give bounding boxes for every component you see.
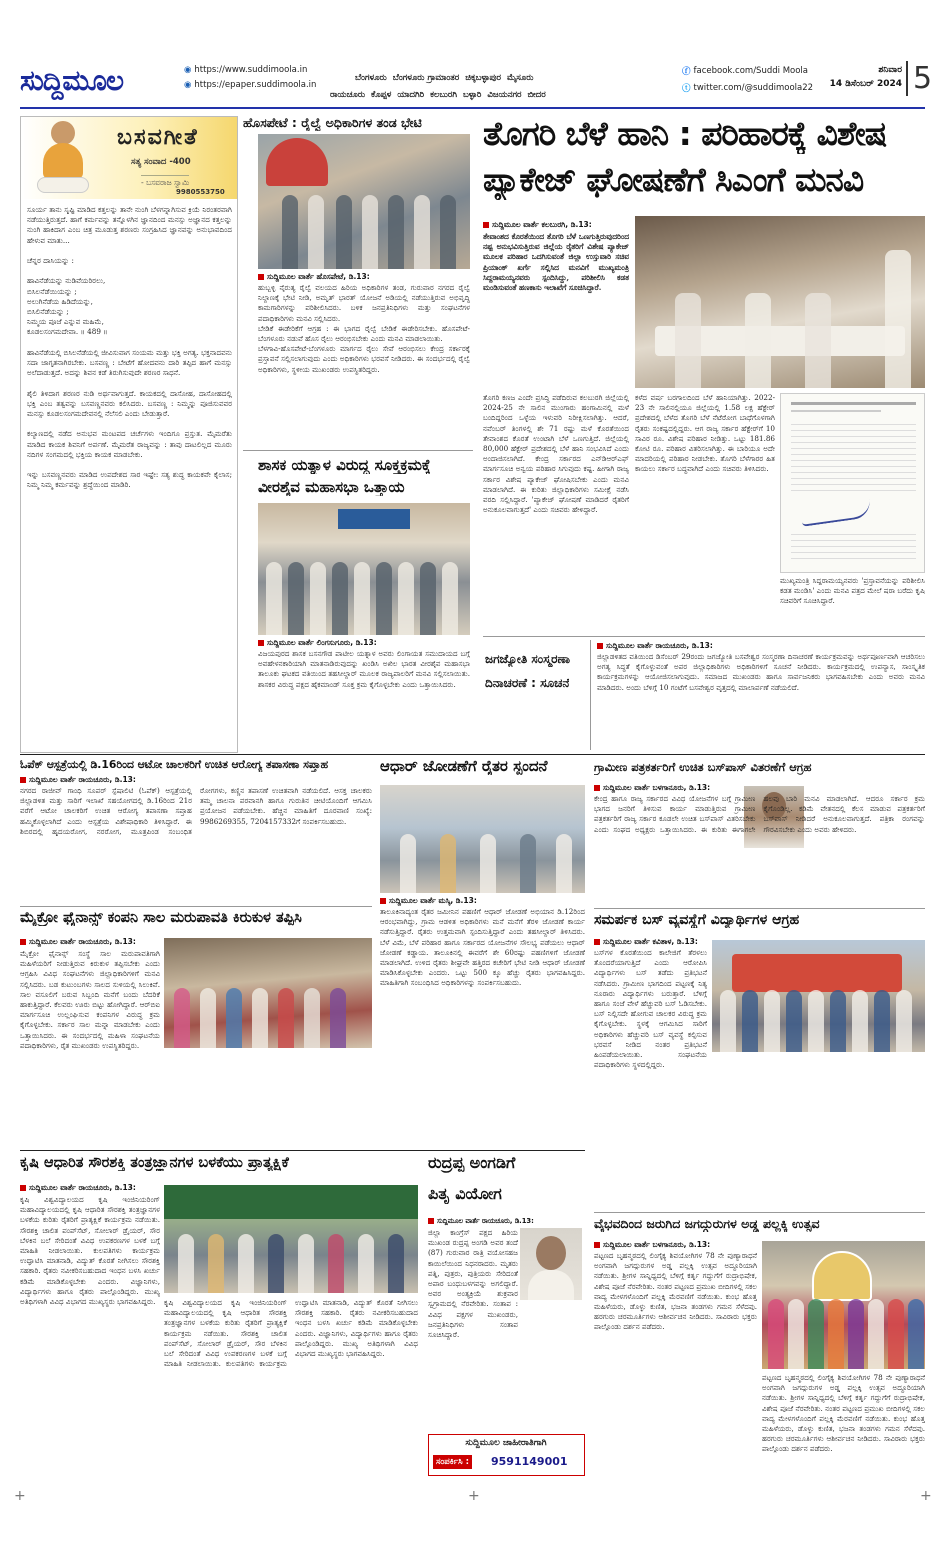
veerashaiva-byline-text: ಸುದ್ದಿಮೂಲ ವಾರ್ತೆ ಲಿಂಗಸುಗೂರು, ಡಿ.13: (267, 638, 377, 647)
railway-photo (258, 134, 470, 269)
region-item[interactable]: ಬೆಂಗಳೂರು ಗ್ರಾಮಾಂತರ (392, 73, 460, 83)
microfinance-byline (20, 937, 136, 947)
aadhaar-body: ತಾಲೂಕಿನಾದ್ಯಂತ ರೈತರ ಜಮೀನಿನ ಪಹಣಿಗೆ ಆಧಾರ್ ಜೋಡಣೆ ಅಭಿಯಾನ ಡಿ.12ರಿಂದ ಆರಂಭವಾಗಿದ್ದು, ಗ್ರಾಮ ಆಡಳಿತ ಅಧಿಕಾರಿಗಳು ಮನೆ ಮನೆಗೆ ತೆರಳಿ ಜೋಡಣೆ ಕಾರ್ಯ ನಡೆಸುತ್ತಿದ್ದಾರೆ. ರೈತರು ಉತ್ತಮವಾಗಿ ಸ್ಪಂದಿಸುತ್ತಿದ್ದಾರೆ ಎಂದು ತಹಸೀಲ್ದಾರ್ ತಿಳಿಸಿದರು. ಬೆಳೆ ವಿಮೆ, ಬೆಳೆ ಪರಿಹಾರ ಹಾಗೂ ಸರ್ಕಾರದ ಯೋಜನೆಗಳ ಸೌಲಭ್ಯ ಪಡೆಯಲು ಆಧಾರ್ ಜೋಡಣೆ ಕಡ್ಡಾಯ. ತಾಲೂಕಿನಲ್ಲಿ ಈವರೆಗೆ ಶೇ 60ರಷ್ಟು ಪಹಣಿಗಳಿಗೆ ಜೋಡಣೆ ಮಾಡಲಾಗಿದೆ. ಉಳಿದ ರೈತರು ಶೀಘ್ರವೇ ಹತ್ತಿರದ ಕಚೇರಿಗೆ ಭೇಟಿ ನೀಡಿ ಆಧಾರ್ ಜೋಡಣೆ ಮಾಡಿಸಿಕೊಳ್ಳಬೇಕು ಎಂದರು. ಒಟ್ಟು 500 ಕ್ಕೂ ಹೆಚ್ಚು ರೈತರು ಭಾಗವಹಿಸಿದ್ದರು. ಮಾಹಿತಿಗಾಗಿ ಸಂಬಂಧಿಸಿದ ಅಧಿಕಾರಿಗಳನ್ನು ಸಂಪರ್ಕಿಸಬಹುದು. (380, 907, 585, 988)
togari-headline-1: ತೊಗರಿ ಬೆಳೆ ಹಾನಿ : ಪರಿಹಾರಕ್ಕೆ ವಿಶೇಷ (483, 114, 887, 153)
crop-mark-icon: + (14, 1488, 26, 1504)
website-url[interactable]: https://www.suddimoola.in (194, 65, 308, 75)
globe-icon: ◉ (184, 65, 192, 75)
togari-byline (483, 220, 592, 230)
veerashaiva-headline-2: ವೀರಶೈವ ಮಹಾಸಭಾ ಒತ್ತಾಯ (258, 478, 405, 496)
microfinance-photo (164, 938, 372, 1048)
jagajyoti-byline (597, 641, 713, 651)
bullet-icon (20, 1185, 26, 1191)
samparka-byline-text: ಸುದ್ದಿಮೂಲ ವಾರ್ತೆ ಕವಿತಾಳ, ಡಿ.13: (603, 937, 698, 946)
bullet-icon (594, 939, 600, 945)
basavageete-phone: 9980553750 (176, 188, 225, 196)
buspass-byline (594, 783, 710, 793)
ad-phone[interactable]: 9591149001 (491, 1455, 568, 1468)
samparka-photo (712, 940, 925, 1052)
website-link[interactable] (184, 65, 316, 75)
samparka-byline (594, 937, 698, 947)
masthead (20, 61, 933, 104)
krishi-byline (20, 1183, 136, 1193)
region-item[interactable]: ಮೈಸೂರು (506, 73, 534, 83)
epaper-link[interactable] (184, 80, 316, 90)
region-item[interactable]: ಬಳ್ಳಾರಿ (463, 90, 482, 100)
bullet-icon (258, 274, 264, 280)
divider (594, 908, 925, 909)
crop-mark-icon: + (920, 1488, 932, 1504)
buspass-byline-text: ಸುದ್ದಿಮೂಲ ವಾರ್ತೆ ಬಳಗಾನೂರು, ಡಿ.13: (603, 783, 711, 792)
cm-letter-image (780, 393, 925, 573)
bullet-icon (428, 1218, 434, 1224)
aadhaar-byline (380, 896, 477, 906)
section-rule (20, 754, 925, 755)
divider (594, 1212, 925, 1213)
twitter-url[interactable]: twitter.com/@suddimoola22 (693, 83, 814, 93)
stage-backdrop (164, 1185, 418, 1219)
rudrappa-headline-1: ರುದ್ರಪ್ಪ ಅಂಗಡಿಗೆ (428, 1153, 516, 1172)
region-item[interactable]: ಕಲಬುರಗಿ (430, 90, 458, 100)
region-item[interactable]: ವಿಜಯನಗರ (487, 90, 522, 100)
divider (243, 450, 473, 451)
jagajyoti-headline-2: ದಿನಾಚರಣೆ : ಸೂಚನೆ (485, 676, 570, 690)
palanquin-shape (812, 1251, 872, 1301)
rudrappa-body: ಜಿಲ್ಲಾ ಕಾಂಗ್ರೆಸ್ ಪಕ್ಷದ ಹಿರಿಯ ಮುಖಂಡ ರುದ್ರಪ್ಪ ಅಂಗಡಿ ಅವರ ತಂದೆ (87) ಗುರುವಾರ ರಾತ್ರಿ ವಯೋಸಹಜ ಕಾಯಿಲೆಯಿಂದ ನಿಧನರಾದರು. ಮೃತರು ಪತ್ನಿ, ಪುತ್ರರು, ಪುತ್ರಿಯರು ಸೇರಿದಂತೆ ಅಪಾರ ಬಂಧುಬಳಗವನ್ನು ಅಗಲಿದ್ದಾರೆ. ಅವರ ಅಂತ್ಯಕ್ರಿಯೆ ಶುಕ್ರವಾರ ಸ್ವಗ್ರಾಮದಲ್ಲಿ ನೆರವೇರಿತು. ಸಂತಾಪ : ವಿವಿಧ ಪಕ್ಷಗಳ ಮುಖಂಡರು, ಜನಪ್ರತಿನಿಧಿಗಳು ಸಂತಾಪ ಸೂಚಿಸಿದ್ದಾರೆ. (428, 1228, 518, 1340)
jagajyoti-headline-1: ಜಗಜ್ಯೋತಿ ಸಂಸ್ಮರಣಾ (485, 652, 570, 666)
microfinance-headline: ಮೈಕ್ರೋ ಫೈನಾನ್ಸ್ ಕಂಪನಿ ಸಾಲ ಮರುಪಾವತಿ ಕಿರುಕುಳ ತಪ್ಪಿಸಿ (20, 910, 302, 926)
region-item[interactable]: ರಾಯಚೂರು (330, 90, 366, 100)
signature-scribble (800, 499, 872, 527)
section-rule (20, 1150, 585, 1151)
togari-col-3: ಮುಖ್ಯಮಂತ್ರಿ ಸಿದ್ದರಾಮಯ್ಯನವರು 'ಪ್ರಸ್ತಾವನೆಯನ್ನು ಪರಿಶೀಲಿಸಿ ಕಡತ ಮಂಡಿಸಿ' ಎಂದು ಮನವಿ ಪತ್ರದ ಮೇಲೆ ಷರಾ ಬರೆದು ಕೃಷಿ ಸಚಿವರಿಗೆ ಸೂಚಿಸಿದ್ದಾರೆ. (780, 576, 925, 606)
bullet-icon (380, 898, 386, 904)
issue-day: ಶನಿವಾರ (878, 65, 902, 75)
togari-col-1: ತೊಗರಿ ಕಣಜ ಎಂದೇ ಪ್ರಸಿದ್ಧಿ ಪಡೆದಿರುವ ಕಲಬುರಗಿ ಜಿಲ್ಲೆಯಲ್ಲಿ 2024-25 ನೇ ಸಾಲಿನ ಮುಂಗಾರು ಹಂಗಾಮಿನಲ್ಲಿ ಮಳೆ ಬಂದಿದ್ದರಿಂದ ಒಳ್ಳೆಯ ಇಳುವರಿ ನಿರೀಕ್ಷಿಸಲಾಗಿತ್ತು. ಆದರೆ, ನವೆಂಬರ್ ತಿಂಗಳಲ್ಲಿ ಶೇ 71 ರಷ್ಟು ಮಳೆ ಕೊರತೆಯಿಂದ ತೇವಾಂಶದ ಕೊರತೆ ಉಂಟಾಗಿ ಬೆಳೆ ಒಣಗುತ್ತಿದೆ. ಜಿಲ್ಲೆಯಲ್ಲಿ 80,000 ಹೆಕ್ಟೇರ್ ಪ್ರದೇಶದಲ್ಲಿ ಬೆಳೆ ಹಾನಿ ಸಂಭವಿಸಿದೆ ಎಂದು ಅಂದಾಜಿಸಲಾಗಿದೆ. ಕೇಂದ್ರ ಸರ್ಕಾರದ ಎನ್‌ಡಿಆರ್‌ಎಫ್ ಮಾರ್ಗಸೂಚಿ ಅನ್ವಯ ಪರಿಹಾರ ಸಿಗುವುದು ಕಷ್ಟ. ಹೀಗಾಗಿ ರಾಜ್ಯ ಸರ್ಕಾರ ವಿಶೇಷ ಪ್ಯಾಕೇಜ್ ಘೋಷಿಸಬೇಕು ಎಂದು ಮನವಿ ಮಾಡಲಾಗಿದೆ. ಈ ಕುರಿತು ಜಿಲ್ಲಾಧಿಕಾರಿಗಳು ಸಮೀಕ್ಷೆ ನಡೆಸಿ ವರದಿ ಸಲ್ಲಿಸಿದ್ದಾರೆ. 'ಪ್ಯಾಕೇಜ್ ಘೋಷಣೆ ಮಾಡಿದರೆ ರೈತರಿಗೆ ಅನುಕೂಲವಾಗುತ್ತದೆ' ಎಂದು ಸಚಿವರು ಹೇಳಿದ್ದಾರೆ. (483, 393, 629, 515)
veerashaiva-photo (258, 503, 470, 635)
basavageete-title: ಬಸವಗೀತೆ (117, 125, 199, 150)
facebook-link[interactable] (682, 65, 813, 77)
twitter-icon: ⓣ (682, 84, 691, 94)
pallakki-body: ಪಟ್ಟಣದ ಬೃಹನ್ಮಠದಲ್ಲಿ ಲಿಂಗೈಕ್ಯ ಶಿವಯೋಗಿಗಳ 78 ನೇ ಪುಣ್ಯಾರಾಧನೆ ಅಂಗವಾಗಿ ಜಗದ್ಗುರುಗಳ ಅಡ್ಡ ಪಲ್ಲಕ್ಕಿ ಉತ್ಸವ ಅದ್ಧೂರಿಯಾಗಿ ನಡೆಯಿತು. ಶ್ರೀಗಳ ಸಾನ್ನಿಧ್ಯದಲ್ಲಿ ಬೆಳಿಗ್ಗೆ ಕರ್ತೃ ಗದ್ದುಗೆಗೆ ರುದ್ರಾಭಿಷೇಕ, ವಿಶೇಷ ಪೂಜೆ ನೆರವೇರಿತು. ನಂತರ ಪಟ್ಟಣದ ಪ್ರಮುಖ ಬೀದಿಗಳಲ್ಲಿ ಸಕಲ ವಾದ್ಯ ಮೇಳಗಳೊಂದಿಗೆ ಪಲ್ಲಕ್ಕಿ ಮೆರವಣಿಗೆ ನಡೆಯಿತು. ಕುಂಭ ಹೊತ್ತ ಮಹಿಳೆಯರು, ಡೊಳ್ಳು ಕುಣಿತ, ಭಜನಾ ತಂಡಗಳು ಗಮನ ಸೆಳೆದವು. ಹರಗುರು ಚರಮೂರ್ತಿಗಳು ಆಶೀರ್ವಚನ ನೀಡಿದರು. ಸಾವಿರಾರು ಭಕ್ತರು ಪಾಲ್ಗೊಂಡು ದರ್ಶನ ಪಡೆದರು. (594, 1251, 757, 1332)
krishi-byline-text: ಸುದ್ದಿಮೂಲ ವಾರ್ತೆ ರಾಯಚೂರು, ಡಿ.13: (29, 1183, 136, 1192)
facebook-url[interactable]: facebook.com/Suddi Moola (693, 66, 808, 76)
region-item[interactable]: ಬೀದರ (527, 90, 546, 100)
buspass-body: ಕೇಂದ್ರ ಹಾಗೂ ರಾಜ್ಯ ಸರ್ಕಾರದ ವಿವಿಧ ಯೋಜನೆಗಳ ಬಗ್ಗೆ ಗ್ರಾಮೀಣ ಭಾಗದ ಜನರಿಗೆ ತಿಳಿಸುವ ಕಾರ್ಯ ಮಾಡುತ್ತಿರುವ ಗ್ರಾಮೀಣ ಪತ್ರಕರ್ತರಿಗೆ ರಾಜ್ಯ ಸರ್ಕಾರ ಕೂಡಲೇ ಉಚಿತ ಬಸ್‌ಪಾಸ್ ವಿತರಿಸಬೇಕು ಎಂದು ಸಂಘದ ಅಧ್ಯಕ್ಷರು ಒತ್ತಾಯಿಸಿದರು. ಈ ಕುರಿತು ಈಗಾಗಲೇ ಹಲವು ಬಾರಿ ಮನವಿ ಮಾಡಲಾಗಿದೆ. ಆದರೂ ಸರ್ಕಾರ ಕ್ರಮ ಕೈಗೊಂಡಿಲ್ಲ. ಕಡಿಮೆ ವೇತನದಲ್ಲಿ ಕೆಲಸ ಮಾಡುವ ಪತ್ರಕರ್ತರಿಗೆ ಬಸ್‌ಪಾಸ್ ನೀಡಿದರೆ ಅನುಕೂಲವಾಗುತ್ತದೆ. ಪತ್ರಿಕಾ ರಂಗವನ್ನು ಗೌರವಿಸಬೇಕು ಎಂದು ಅವರು ಹೇಳಿದರು. (594, 794, 925, 834)
bullet-icon (258, 640, 264, 646)
krishi-body: ಕೃಷಿ ವಿಶ್ವವಿದ್ಯಾಲಯದ ಕೃಷಿ ಇಂಜಿನಿಯರಿಂಗ್ ಮಹಾವಿದ್ಯಾಲಯದಲ್ಲಿ ಕೃಷಿ ಆಧಾರಿತ ಸೌರಶಕ್ತಿ ತಂತ್ರಜ್ಞಾನಗಳ ಬಳಕೆಯ ಕುರಿತು ರೈತರಿಗೆ ಪ್ರಾತ್ಯಕ್ಷಿಕೆ ಕಾರ್ಯಕ್ರಮ ನಡೆಯಿತು. ಸೌರಶಕ್ತಿ ಚಾಲಿತ ಪಂಪ್‌ಸೆಟ್, ಸೋಲಾರ್ ಡ್ರೈಯರ್, ಸೌರ ಬೆಳಕಿನ ಬಲೆ ಸೇರಿದಂತೆ ವಿವಿಧ ಉಪಕರಣಗಳ ಬಳಕೆ ಬಗ್ಗೆ ಮಾಹಿತಿ ನೀಡಲಾಯಿತು. ಕುಲಪತಿಗಳು ಕಾರ್ಯಕ್ರಮ ಉದ್ಘಾಟಿಸಿ ಮಾತನಾಡಿ, ವಿದ್ಯುತ್ ಕೊರತೆ ನೀಗಿಸಲು ಸೌರಶಕ್ತಿ ಸಹಕಾರಿ. ರೈತರು ನವೀಕರಿಸಬಹುದಾದ ಇಂಧನ ಬಳಸಿ ಖರ್ಚು ಕಡಿಮೆ ಮಾಡಿಕೊಳ್ಳಬೇಕು ಎಂದರು. ವಿಜ್ಞಾನಿಗಳು, ವಿದ್ಯಾರ್ಥಿಗಳು ಹಾಗೂ ರೈತರು ಪಾಲ್ಗೊಂಡಿದ್ದರು. ಮುಖ್ಯ ಅತಿಥಿಗಳಾಗಿ ವಿವಿಧ ವಿಭಾಗದ ಮುಖ್ಯಸ್ಥರು ಭಾಗವಹಿಸಿದ್ದರು. (20, 1195, 160, 1307)
veerashaiva-headline-1: ಶಾಸಕ ಯತ್ನಾಳ ವಿರುದ್ಧ ಸೂಕ್ತಕ್ರಮಕ್ಕೆ (258, 456, 431, 474)
railway-headline: ಹೊಸಪೇಟೆ : ರೈಲ್ವೆ ಅಧಿಕಾರಿಗಳ ತಂಡ ಭೇಟಿ (243, 115, 422, 130)
microfinance-body: ಮೈಕ್ರೋ ಫೈನಾನ್ಸ್ ಸಂಸ್ಥೆ ಸಾಲ ಮರುಪಾವತಿಗಾಗಿ ಮಹಿಳೆಯರಿಗೆ ನೀಡುತ್ತಿರುವ ಕಿರುಕುಳ ತಪ್ಪಿಸಬೇಕು ಎಂದು ಆಗ್ರಹಿಸಿ ವಿವಿಧ ಸಂಘಟನೆಗಳು ಜಿಲ್ಲಾಧಿಕಾರಿಗಳಿಗೆ ಮನವಿ ಸಲ್ಲಿಸಿದರು. ಬಡ ಕುಟುಂಬಗಳು ಸಾಲದ ಸುಳಿಯಲ್ಲಿ ಸಿಲುಕಿವೆ. ಸಾಲ ವಸೂಲಿಗೆ ಬರುವ ಸಿಬ್ಬಂದಿ ಮನೆಗೆ ಬಂದು ಬೆದರಿಕೆ ಹಾಕುತ್ತಿದ್ದಾರೆ. ಕೆಲವರು ಊರು ಬಿಟ್ಟು ಹೋಗಿದ್ದಾರೆ. ಆರ್‌ಬಿಐ ಮಾರ್ಗಸೂಚಿ ಉಲ್ಲಂಘಿಸುವ ಕಂಪನಿಗಳ ವಿರುದ್ಧ ಕ್ರಮ ಕೈಗೊಳ್ಳಬೇಕು. ಸರ್ಕಾರ ಸಾಲ ಮನ್ನಾ ಮಾಡಬೇಕು ಎಂದು ಒತ್ತಾಯಿಸಿದರು. ಈ ಸಂದರ್ಭದಲ್ಲಿ ಮಹಿಳಾ ಸಂಘಟನೆಯ ಪದಾಧಿಕಾರಿಗಳು, ರೈತ ಮುಖಂಡರು ಉಪಸ್ಥಿತರಿದ್ದರು. (20, 949, 160, 1050)
masthead-logo[interactable]: ಸುದ್ದಿಮೂಲ (20, 64, 124, 97)
krishi-body-continued: ಕೃಷಿ ವಿಶ್ವವಿದ್ಯಾಲಯದ ಕೃಷಿ ಇಂಜಿನಿಯರಿಂಗ್ ಮಹಾವಿದ್ಯಾಲಯದಲ್ಲಿ ಕೃಷಿ ಆಧಾರಿತ ಸೌರಶಕ್ತಿ ತಂತ್ರಜ್ಞಾನಗಳ ಬಳಕೆಯ ಕುರಿತು ರೈತರಿಗೆ ಪ್ರಾತ್ಯಕ್ಷಿಕೆ ಕಾರ್ಯಕ್ರಮ ನಡೆಯಿತು. ಸೌರಶಕ್ತಿ ಚಾಲಿತ ಪಂಪ್‌ಸೆಟ್, ಸೋಲಾರ್ ಡ್ರೈಯರ್, ಸೌರ ಬೆಳಕಿನ ಬಲೆ ಸೇರಿದಂತೆ ವಿವಿಧ ಉಪಕರಣಗಳ ಬಳಕೆ ಬಗ್ಗೆ ಮಾಹಿತಿ ನೀಡಲಾಯಿತು. ಕುಲಪತಿಗಳು ಕಾರ್ಯಕ್ರಮ ಉದ್ಘಾಟಿಸಿ ಮಾತನಾಡಿ, ವಿದ್ಯುತ್ ಕೊರತೆ ನೀಗಿಸಲು ಸೌರಶಕ್ತಿ ಸಹಕಾರಿ. ರೈತರು ನವೀಕರಿಸಬಹುದಾದ ಇಂಧನ ಬಳಸಿ ಖರ್ಚು ಕಡಿಮೆ ಮಾಡಿಕೊಳ್ಳಬೇಕು ಎಂದರು. ವಿಜ್ಞಾನಿಗಳು, ವಿದ್ಯಾರ್ಥಿಗಳು ಹಾಗೂ ರೈತರು ಪಾಲ್ಗೊಂಡಿದ್ದರು. ಮುಖ್ಯ ಅತಿಥಿಗಳಾಗಿ ವಿವಿಧ ವಿಭಾಗದ ಮುಖ್ಯಸ್ಥರು ಭಾಗವಹಿಸಿದ್ದರು. (164, 1298, 418, 1369)
togari-lead: ತೇವಾಂಶದ ಕೊರತೆಯಿಂದ ತೊಗರಿ ಬೆಳೆ ಒಣಗುತ್ತಿರುವುದರಿಂದ ನಷ್ಟ ಅನುಭವಿಸುತ್ತಿರುವ ಜಿಲ್ಲೆಯ ರೈತರಿಗೆ ವಿಶೇಷ ಪ್ಯಾಕೇಜ್ ಮೂಲಕ ಪರಿಹಾರ ಒದಗಿಸುವಂತೆ ಜಿಲ್ಲಾ ಉಸ್ತುವಾರಿ ಸಚಿವ ಪ್ರಿಯಾಂಕ್ ಖರ್ಗೆ ಸಲ್ಲಿಸಿದ ಮನವಿಗೆ ಮುಖ್ಯಮಂತ್ರಿ ಸಿದ್ದರಾಮಯ್ಯನವರು ಸ್ಪಂದಿಸಿದ್ದು, ಪರಿಶೀಲಿಸಿ ಕಡತ ಮಂಡಿಸುವಂತೆ ಹಣಕಾಸು ಇಲಾಖೆಗೆ ಸೂಚಿಸಿದ್ದಾರೆ. (483, 232, 629, 293)
ohc-byline (20, 775, 136, 785)
veerashaiva-body: ವಿಜಯಪುರದ ಶಾಸಕ ಬಸನಗೌಡ ಪಾಟೀಲ ಯತ್ನಾಳ ಅವರು ಲಿಂಗಾಯತ ಸಮುದಾಯದ ಬಗ್ಗೆ ಅವಹೇಳನಕಾರಿಯಾಗಿ ಮಾತನಾಡಿರುವುದನ್ನು ಖಂಡಿಸಿ ಅಖಿಲ ಭಾರತ ವೀರಶೈವ ಮಹಾಸಭಾ ತಾಲೂಕು ಘಟಕದ ವತಿಯಿಂದ ತಹಸೀಲ್ದಾರ್ ಮೂಲಕ ರಾಜ್ಯಪಾಲರಿಗೆ ಮನವಿ ಸಲ್ಲಿಸಲಾಯಿತು. ಶಾಸಕರ ವಿರುದ್ಧ ಪಕ್ಷದ ಹೈಕಮಾಂಡ್ ಸೂಕ್ತ ಕ್ರಮ ಕೈಗೊಳ್ಳಬೇಕು ಎಂದು ಒತ್ತಾಯಿಸಿದರು. (258, 649, 470, 689)
regions-row-2 (330, 82, 552, 101)
aadhaar-photo (380, 785, 585, 893)
rudrappa-byline (428, 1217, 534, 1226)
railway-byline-text: ಸುದ್ದಿಮೂಲ ವಾರ್ತೆ ಹೊಸಪೇಟೆ, ಡಿ.13: (267, 272, 370, 281)
togari-byline-text: ಸುದ್ದಿಮೂಲ ವಾರ್ತೆ ಕಲಬುರಗಿ, ಡಿ.13: (492, 220, 592, 229)
railway-body: ಹುಬ್ಬಳ್ಳಿ ನೈರುತ್ಯ ರೈಲ್ವೆ ವಲಯದ ಹಿರಿಯ ಅಧಿಕಾರಿಗಳ ತಂಡ, ಗುರುವಾರ ನಗರದ ರೈಲ್ವೆ ನಿಲ್ದಾಣಕ್ಕೆ ಭೇಟಿ ನೀಡಿ, ಅಮೃತ್ ಭಾರತ್ ಯೋಜನೆ ಅಡಿಯಲ್ಲಿ ನಡೆಯುತ್ತಿರುವ ಅಭಿವೃದ್ಧಿ ಕಾಮಗಾರಿಗಳನ್ನು ಪರಿಶೀಲಿಸಿದರು. ಬಳಿಕ ಜನಪ್ರತಿನಿಧಿಗಳು ಮತ್ತು ಸಂಘಟನೆಗಳ ಪದಾಧಿಕಾರಿಗಳು ಮನವಿ ಸಲ್ಲಿಸಿದರು. ಬೇಡಿಕೆ ಈಡೇರಿಕೆಗೆ ಆಗ್ರಹ : ಈ ಭಾಗದ ರೈಲ್ವೆ ಬೇಡಿಕೆ ಈಡೇರಿಸಬೇಕು. ಹೊಸಪೇಟೆ-ಬೆಂಗಳೂರು ನಡುವೆ ಹೊಸ ರೈಲು ಆರಂಭಿಸಬೇಕು ಎಂದು ಮನವಿ ಮಾಡಲಾಯಿತು. ಬೆಳಗಾವಿ-ಹೊಸಪೇಟೆ-ಬೆಂಗಳೂರು ಮಾರ್ಗದ ರೈಲು ಸೇವೆ ಆರಂಭಿಸಲು ಕೇಂದ್ರ ಸರ್ಕಾರಕ್ಕೆ ಪ್ರಸ್ತಾವನೆ ಸಲ್ಲಿಸಲಾಗುವುದು ಎಂದು ಅಧಿಕಾರಿಗಳು ಭರವಸೆ ನೀಡಿದರು. ಈ ಸಂದರ್ಭದಲ್ಲಿ ರೈಲ್ವೆ ಅಧಿಕಾರಿಗಳು, ಸ್ಥಳೀಯ ಮುಖಂಡರು ಉಪಸ್ಥಿತರಿದ್ದರು. (258, 283, 470, 374)
basavageete-banner (21, 117, 237, 199)
ad-label: ಸಂಪರ್ಕಿಸಿ : (433, 1455, 472, 1469)
divider (483, 636, 925, 637)
jagajyoti-byline-text: ಸುದ್ದಿಮೂಲ ವಾರ್ತೆ ರಾಯಚೂರು, ಡಿ.13: (606, 641, 713, 650)
ohc-body: ನಗರದ ರಾಜೀವ್ ಗಾಂಧಿ ಸೂಪರ್ ಸ್ಪೆಷಾಲಿಟಿ (ಓಪೆಕ್) ಆಸ್ಪತ್ರೆಯಲ್ಲಿ ಜಿಲ್ಲಾಡಳಿತ ಮತ್ತು ಸಾರಿಗೆ ಇಲಾಖೆ ಸಹಯೋಗದಲ್ಲಿ ಡಿ.16ರಿಂದ 21ರ ವರೆಗೆ ಆಟೋ ಚಾಲಕರಿಗೆ ಉಚಿತ ಆರೋಗ್ಯ ತಪಾಸಣಾ ಸಪ್ತಾಹ ಹಮ್ಮಿಕೊಳ್ಳಲಾಗಿದೆ ಎಂದು ಆಸ್ಪತ್ರೆಯ ವಿಶೇಷಾಧಿಕಾರಿ ತಿಳಿಸಿದ್ದಾರೆ. ಈ ಶಿಬಿರದಲ್ಲಿ ಹೃದಯರೋಗ, ನರರೋಗ, ಮೂತ್ರಪಿಂಡ ಸಂಬಂಧಿತ ರೋಗಗಳು, ಕಣ್ಣಿನ ತಪಾಸಣೆ ಉಚಿತವಾಗಿ ನಡೆಯಲಿದೆ. ಆಸಕ್ತ ಚಾಲಕರು ತಮ್ಮ ಚಾಲನಾ ಪರವಾನಗಿ ಹಾಗೂ ಗುರುತಿನ ಚೀಟಿಯೊಂದಿಗೆ ಆಗಮಿಸಿ ಪ್ರಯೋಜನ ಪಡೆಯಬೇಕು. ಹೆಚ್ಚಿನ ಮಾಹಿತಿಗೆ ದೂರವಾಣಿ ಸಂಖ್ಯೆ: 9986269355, 7204157332ಗೆ ಸಂಪರ್ಕಿಸಬಹುದು. (20, 786, 372, 836)
masthead-rule (20, 107, 925, 109)
basavageete-author: - ಬಸವರಾಜ ಸ್ವಾಮಿ (141, 175, 189, 188)
bullet-icon (594, 785, 600, 791)
bullet-icon (594, 1242, 600, 1248)
region-item[interactable]: ಕೊಪ್ಪಳ (371, 90, 392, 100)
pallakki-byline-text: ಸುದ್ದಿಮೂಲ ವಾರ್ತೆ ಬಳಗಾನೂರು, ಡಿ.13: (603, 1240, 711, 1249)
togari-col-2: ಕಳೆದ ವರ್ಷ ಬರಗಾಲದಿಂದ ಬೆಳೆ ಹಾನಿಯಾಗಿತ್ತು. 2022-23 ನೇ ಸಾಲಿನಲ್ಲಿಯೂ ಜಿಲ್ಲೆಯಲ್ಲಿ 1.58 ಲಕ್ಷ ಹೆಕ್ಟೇರ್ ಪ್ರದೇಶದಲ್ಲಿ ಬೆಳೆದ ತೊಗರಿ ಬೆಳೆ ನೆಟೆರೋಗ ಬಾಧೆಗೊಳಗಾಗಿ ರೈತರು ಸಂಕಷ್ಟದಲ್ಲಿದ್ದರು. ಆಗ ರಾಜ್ಯ ಸರ್ಕಾರ ಹೆಕ್ಟೇರ್‌ಗೆ 10 ಸಾವಿರ ರೂ. ವಿಶೇಷ ಪರಿಹಾರ ನೀಡಿತ್ತು. ಒಟ್ಟು 181.86 ಕೋಟಿ ರೂ. ಪರಿಹಾರ ವಿತರಿಸಲಾಗಿತ್ತು. ಈ ಬಾರಿಯೂ ಅದೇ ಮಾದರಿಯಲ್ಲಿ ಪರಿಹಾರ ನೀಡಬೇಕು. ತೊಗರಿ ಬೆಳೆಗಾರರ ಹಿತ ಕಾಯಲು ಸರ್ಕಾರ ಬದ್ಧವಾಗಿದೆ ಎಂದು ಸಚಿವರು ತಿಳಿಸಿದರು. (635, 393, 775, 474)
aadhaar-headline: ಆಧಾರ್ ಜೋಡಣೆಗೆ ರೈತರ ಸ್ಪಂದನೆ (380, 757, 548, 775)
veerashaiva-byline (258, 638, 377, 648)
bullet-icon (483, 222, 489, 228)
samparka-headline: ಸಮರ್ಪಕ ಬಸ್ ವ್ಯವಸ್ಥೆಗೆ ವಿದ್ಯಾರ್ಥಿಗಳ ಆಗ್ರಹ (594, 912, 800, 928)
togari-meeting-photo (635, 216, 925, 388)
region-item[interactable]: ಚಿಕ್ಕಬಳ್ಳಾಪುರ (465, 73, 501, 83)
ad-box[interactable] (428, 1434, 585, 1476)
railway-byline (258, 272, 370, 282)
divider (20, 906, 372, 907)
facebook-icon: ⓕ (682, 67, 691, 77)
epaper-url[interactable]: https://epaper.suddimoola.in (194, 80, 317, 90)
ad-title: ಸುದ್ದಿಮೂಲ ಜಾಹೀರಾತಿಗಾಗಿ (465, 1438, 547, 1448)
rudrappa-byline-text: ಸುದ್ದಿಮೂಲ ವಾರ್ತೆ ರಾಯಚೂರು, ಡಿ.13: (437, 1217, 534, 1225)
bullet-icon (20, 777, 26, 783)
jagajyoti-headline-box (483, 640, 591, 750)
bullet-icon (20, 939, 26, 945)
basavageete-subtitle: ಸತ್ಯ ಸಂವಾದ -400 (131, 157, 191, 167)
pallakki-byline (594, 1240, 710, 1250)
crop-mark-icon: + (468, 1488, 480, 1504)
krishi-headline: ಕೃಷಿ ಆಧಾರಿತ ಸೌರಶಕ್ತಿ ತಂತ್ರಜ್ಞಾನಗಳ ಬಳಕೆಯು ಪ್ರಾತ್ಯಕ್ಷಿಕೆ (20, 1155, 289, 1171)
parasol-shape (266, 138, 328, 186)
pallakki-headline: ವೈಭವದಿಂದ ಜರುಗಿದ ಜಗದ್ಗುರುಗಳ ಅಡ್ಡ ಪಲ್ಲಕ್ಕಿ ಉತ್ಸವ (594, 1216, 820, 1231)
microfinance-byline-text: ಸುದ್ದಿಮೂಲ ವಾರ್ತೆ ರಾಯಚೂರು, ಡಿ.13: (29, 937, 136, 946)
issue-date: 14 ಡಿಸೆಂಬರ್ 2024 (829, 79, 902, 89)
basavageete-column (20, 116, 238, 753)
bullet-icon (597, 643, 603, 649)
pallakki-photo (762, 1241, 925, 1369)
jagajyoti-body: ಜಿಲ್ಲಾಡಳಿತದ ವತಿಯಿಂದ ಡಿಸೆಂಬರ್ 29ರಂದು ಜಗಜ್ಯೋತಿ ಬಸವೇಶ್ವರ ಸಂಸ್ಮರಣಾ ದಿನಾಚರಣೆ ಕಾರ್ಯಕ್ರಮವನ್ನು ಅರ್ಥಪೂರ್ಣವಾಗಿ ಆಚರಿಸಲು ಅಗತ್ಯ ಸಿದ್ಧತೆ ಕೈಗೊಳ್ಳುವಂತೆ ಅಪರ ಜಿಲ್ಲಾಧಿಕಾರಿಗಳು ಅಧಿಕಾರಿಗಳಿಗೆ ಸೂಚನೆ ನೀಡಿದರು. ಕಾರ್ಯಕ್ರಮದಲ್ಲಿ ಉಪನ್ಯಾಸ, ಸಾಂಸ್ಕೃತಿಕ ಕಾರ್ಯಕ್ರಮಗಳನ್ನು ಆಯೋಜಿಸಲಾಗುವುದು. ಸಮಾಜದ ಮುಖಂಡರು ಹಾಗೂ ಸಾರ್ವಜನಿಕರು ಭಾಗವಹಿಸಬೇಕು ಎಂದು ಅವರು ಮನವಿ ಮಾಡಿದರು. ಅಂದು ಬೆಳಿಗ್ಗೆ 10 ಗಂಟೆಗೆ ಬಸವೇಶ್ವರ ವೃತ್ತದಲ್ಲಿ ಮಾಲಾರ್ಪಣೆ ನಡೆಯಲಿದೆ. (597, 652, 925, 692)
basavageete-body: ಸೂರ್ಯ ತಾನು ಸೃಷ್ಟಿ ಮಾಡಿದ ಕತ್ತಲನ್ನು ತಾನೇ ನುಂಗಿ ಬೆಳಗನ್ನಾಗಿಸುವ ಕ್ರಿಯೆ ನಿರಂತರವಾಗಿ ನಡೆಯುತ್ತಿರುತ್ತದೆ. ಹಾಗೆ ಕರ್ಮವನ್ನು ತನ್ನೊಳಗಿನ ಜ್ಞಾನದಿಂದ ಮನಸ್ಸು ಅಜ್ಞಾನದ ಕತ್ತಲನ್ನು ನುಂಗಿ ಹಾಕಿದಾಗ ಎಂಬ ಚಿತ್ರ ಮೂಡುತ್ತ ಶರಣರು ಸಂಗ್ರಹಿಸಿದ ಜ್ಞಾನವನ್ನು ಅನುಭಾವದಿಂದ ಹೇಳುವ ಮಾತು... ಚೆನ್ನರ ದಾಸಿಯನ್ನು : ಹಾವಿನೆಡೆಯನ್ನು ನುಡಿವೆಯರಿರಲು, ಬಿಸಿಲನೆಡೆಯಿಯನ್ನು ; ಅಲುಗಿನೆಡೆಯ ಹಿಡಿದೆಯನ್ನು, ಬಿಸಿಲಿನೆಡೆಯನ್ನು ; ನಿಮ್ಮಯ ಪೂಜೆ ಎನ್ನುವ ಮಹಿಮೆ, ಕೂಡಲಸಂಗಮದೇವಾ. ॥ 489 ॥ ಹಾವಿನೆಡೆಯಲ್ಲಿ ಬಿಸಿಲನೆಡೆಯಲ್ಲಿ ಜೀವಿಸುವಾಗ ಸಂಯಮ ಮತ್ತು ಭಕ್ತಿ ಅಗತ್ಯ. ಭಕ್ತನಾದವನು ಸದಾ ಜಾಗೃತನಾಗಿರಬೇಕು. ಬಸವಣ್ಣ : ಬೇಟೆಗೆ ಹೋದವನು ದಾರಿ ತಪ್ಪಿದ ಹಾಗೆ ಮನಸ್ಸು ಅಲೆದಾಡುತ್ತದೆ. ಅದನ್ನು ಶಿವನ ಕಡೆ ತಿರುಗಿಸುವುದೇ ಶರಣರ ಸಾಧನೆ. ಶೈಲಿ ತಿಳಿದಾಗ ಶರಣರ ನುಡಿ ಅರ್ಥವಾಗುತ್ತದೆ. ಕಾಯಕದಲ್ಲಿ ದಾಸೋಹ, ದಾಸೋಹದಲ್ಲಿ ಭಕ್ತಿ ಎಂಬ ತತ್ವವನ್ನು ಬಸವಣ್ಣನವರು ಕಲಿಸಿದರು. ಬಸವಣ್ಣ : ನಿಮ್ಮನ್ನು ಪೂಜಿಸುವವರ ಮನಸ್ಸು ಕೂಡಲಸಂಗಮದೇವನಲ್ಲಿ ನೆಲೆಸಲಿ ಎಂದು ಬೇಡುತ್ತಾರೆ. ಕಲ್ಯಾಣದಲ್ಲಿ ನಡೆದ ಅನುಭವ ಮಂಟಪದ ಚರ್ಚೆಗಳು ಇಂದಿಗೂ ಪ್ರಸ್ತುತ. ಮೈಮರೆತು ಮಾಡಿದ ಕಾಯಕ ಶಿವನಿಗೆ ಅರ್ಪಣೆ. ಮೈಮರೆತ ರಾಜ್ಯವನ್ನು : ತಾವು ದಾಟಲಿಲ್ಲದ ಮೂರು ನದಿಗಳ ಸಂಗಮದಲ್ಲಿ ಭಕ್ತಿಯ ಕಾಯಕ ಮಾಡಬೇಕು. ಇನ್ನು ಬಸವಣ್ಣನವರು ಮಾಡಿದ ಉಪದೇಶದ ಸಾರ ಇಷ್ಟೇ: ಸತ್ಯ ಶುದ್ಧ ಕಾಯಕವೇ ಕೈಲಾಸ; ನಿಮ್ಮ ನಿಮ್ಮ ಕರ್ಮವನ್ನು ಶ್ರದ್ಧೆಯಿಂದ ಮಾಡಿರಿ. (27, 205, 232, 490)
twitter-link[interactable] (682, 82, 813, 94)
bus-shape (732, 954, 902, 992)
ohc-byline-text: ಸುದ್ದಿಮೂಲ ವಾರ್ತೆ ರಾಯಚೂರು, ಡಿ.13: (29, 775, 136, 784)
aadhaar-byline-text: ಸುದ್ದಿಮೂಲ ವಾರ್ತೆ ಮಸ್ಕಿ, ಡಿ.13: (389, 896, 477, 905)
globe-icon: ◉ (184, 80, 192, 90)
page-number: 5 (906, 61, 932, 96)
saint-portrait (37, 121, 89, 195)
region-item[interactable]: ಬೆಂಗಳೂರು (355, 73, 387, 83)
samparka-body: ಬಸ್‌ಗಳ ಕೊರತೆಯಿಂದ ಕಾಲೇಜಿಗೆ ತೆರಳಲು ತೊಂದರೆಯಾಗುತ್ತಿದೆ ಎಂದು ಆರೋಪಿಸಿ ವಿದ್ಯಾರ್ಥಿಗಳು ಬಸ್ ತಡೆದು ಪ್ರತಿಭಟನೆ ನಡೆಸಿದರು. ಗ್ರಾಮೀಣ ಭಾಗದಿಂದ ಪಟ್ಟಣಕ್ಕೆ ನಿತ್ಯ ನೂರಾರು ವಿದ್ಯಾರ್ಥಿಗಳು ಬರುತ್ತಾರೆ. ಬೆಳಿಗ್ಗೆ ಹಾಗೂ ಸಂಜೆ ವೇಳೆ ಹೆಚ್ಚುವರಿ ಬಸ್ ಓಡಿಸಬೇಕು. ಬಸ್ ನಿಲ್ಲಿಸದೇ ಹೋಗುವ ಚಾಲಕರ ವಿರುದ್ಧ ಕ್ರಮ ಕೈಗೊಳ್ಳಬೇಕು. ಸ್ಥಳಕ್ಕೆ ಆಗಮಿಸಿದ ಸಾರಿಗೆ ಅಧಿಕಾರಿಗಳು ಹೆಚ್ಚುವರಿ ಬಸ್ ವ್ಯವಸ್ಥೆ ಕಲ್ಪಿಸುವ ಭರವಸೆ ನೀಡಿದ ನಂತರ ಪ್ರತಿಭಟನೆ ಹಿಂಪಡೆಯಲಾಯಿತು. ಸಂಘಟನೆಯ ಪದಾಧಿಕಾರಿಗಳು ಸ್ಥಳದಲ್ಲಿದ್ದರು. (594, 948, 707, 1070)
buspass-headline: ಗ್ರಾಮೀಣ ಪತ್ರಕರ್ತರಿಗೆ ಉಚಿತ ಬಸ್‌ಪಾಸ್ ವಿತರಣೆಗೆ ಆಗ್ರಹ (594, 760, 812, 774)
togari-headline-2: ಪ್ಯಾಕೇಜ್ ಘೋಷಣೆಗೆ ಸಿಎಂಗೆ ಮನವಿ (483, 160, 864, 199)
krishi-photo (164, 1185, 418, 1293)
pallakki-body-continued: ಪಟ್ಟಣದ ಬೃಹನ್ಮಠದಲ್ಲಿ ಲಿಂಗೈಕ್ಯ ಶಿವಯೋಗಿಗಳ 78 ನೇ ಪುಣ್ಯಾರಾಧನೆ ಅಂಗವಾಗಿ ಜಗದ್ಗುರುಗಳ ಅಡ್ಡ ಪಲ್ಲಕ್ಕಿ ಉತ್ಸವ ಅದ್ಧೂರಿಯಾಗಿ ನಡೆಯಿತು. ಶ್ರೀಗಳ ಸಾನ್ನಿಧ್ಯದಲ್ಲಿ ಬೆಳಿಗ್ಗೆ ಕರ್ತೃ ಗದ್ದುಗೆಗೆ ರುದ್ರಾಭಿಷೇಕ, ವಿಶೇಷ ಪೂಜೆ ನೆರವೇರಿತು. ನಂತರ ಪಟ್ಟಣದ ಪ್ರಮುಖ ಬೀದಿಗಳಲ್ಲಿ ಸಕಲ ವಾದ್ಯ ಮೇಳಗಳೊಂದಿಗೆ ಪಲ್ಲಕ್ಕಿ ಮೆರವಣಿಗೆ ನಡೆಯಿತು. ಕುಂಭ ಹೊತ್ತ ಮಹಿಳೆಯರು, ಡೊಳ್ಳು ಕುಣಿತ, ಭಜನಾ ತಂಡಗಳು ಗಮನ ಸೆಳೆದವು. ಹರಗುರು ಚರಮೂರ್ತಿಗಳು ಆಶೀರ್ವಚನ ನೀಡಿದರು. ಸಾವಿರಾರು ಭಕ್ತರು ಪಾಲ್ಗೊಂಡು ದರ್ಶನ ಪಡೆದರು. (762, 1373, 925, 1454)
banner-shape (338, 509, 410, 529)
rudrappa-headline-2: ಪಿತೃ ವಿಯೋಗ (428, 1184, 502, 1203)
ohc-headline: ಓಪೆಕ್ ಆಸ್ಪತ್ರೆಯಲ್ಲಿ ಡಿ.16ರಿಂದ ಆಟೋ ಚಾಲಕರಿಗೆ ಉಚಿತ ಆರೋಗ್ಯ ತಪಾಸಣಾ ಸಪ್ತಾಹ (20, 758, 328, 771)
region-item[interactable]: ಯಾದಗಿರಿ (397, 90, 425, 100)
